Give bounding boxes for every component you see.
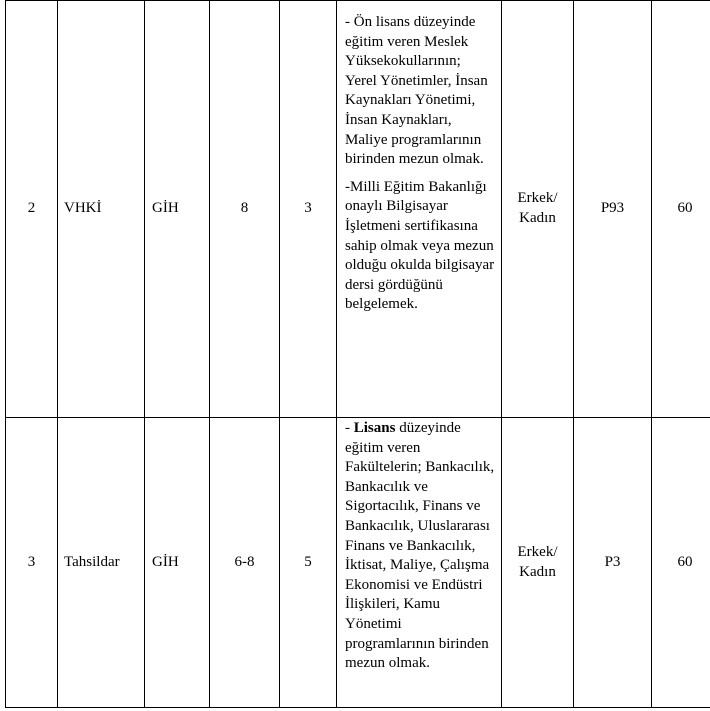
- requirement-text: - Ön lisans düzeyinde eğitim veren Meslek Yüksekokullarının; Yerel Yönetimler, İnsan Kaynakları Yönetimi, İnsan Kaynakları, Maliye programlarının birinden mezun olmak.: [345, 14, 488, 168]
- gender-line: Kadın: [519, 563, 556, 580]
- requirement-text: [345, 419, 495, 674]
- degree: 6-8: [210, 418, 280, 708]
- requirement-bold: Lisans: [353, 420, 396, 436]
- row-number: 3: [6, 418, 58, 708]
- gender-line: Erkek/: [517, 543, 558, 560]
- gender-cell: [502, 418, 574, 708]
- position-title: Tahsildar: [58, 418, 145, 708]
- service-class: GİH: [145, 1, 210, 418]
- minimum-score: 60: [652, 1, 710, 418]
- requirements-cell: [337, 418, 502, 708]
- kpss-score-type: P93: [574, 1, 652, 418]
- requirement-prefix: -: [345, 420, 354, 436]
- position-count: 5: [280, 418, 337, 708]
- row-number: 2: [6, 1, 58, 418]
- positions-table: [5, 0, 710, 708]
- kpss-score-type: P3: [574, 418, 652, 708]
- degree: 8: [210, 1, 280, 418]
- gender-cell: [502, 1, 574, 418]
- requirement-text: -Milli Eğitim Bakanlığı onaylı Bilgisayar İşletmeni sertifikasına sahip olmak veya mezun olduğu okulda bilgisayar dersi gördüğünü belgelemek.: [345, 178, 495, 313]
- gender-line: Kadın: [519, 210, 556, 226]
- position-title: VHKİ: [58, 1, 145, 418]
- table-row: [6, 1, 710, 418]
- gender-line: Erkek/: [517, 190, 558, 207]
- position-count: 3: [280, 1, 337, 418]
- table-row: [6, 418, 710, 708]
- requirements-cell: [337, 1, 502, 418]
- minimum-score: 60: [652, 418, 710, 708]
- service-class: GİH: [145, 418, 210, 708]
- requirement-rest: düzeyinde eğitim veren Fakültelerin; Bankacılık, Bankacılık ve Sigortacılık, Finans ve Bankacılık, Uluslararası Finans ve Bankacılık, İktisat, Maliye, Çalışma Ekonomisi ve Endüstri İlişkileri, Kamu Yönetimi programlarının birinden mezun olmak.: [345, 420, 495, 672]
